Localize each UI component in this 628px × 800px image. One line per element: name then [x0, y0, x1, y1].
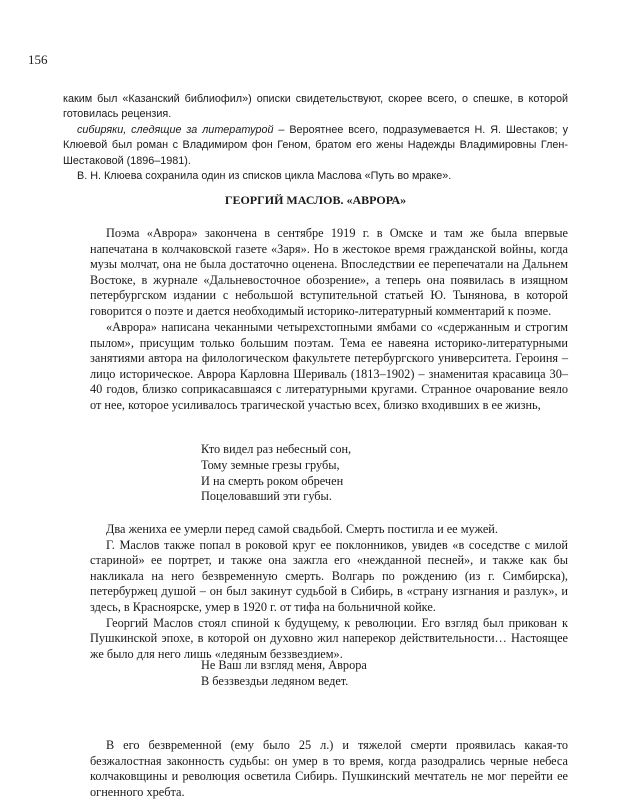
footnotes [63, 92, 568, 184]
note-paragraph-3: В. Н. Клюева сохранила один из списков цикла Маслова «Путь во мраке». [77, 170, 452, 183]
essay-paragraph: «Аврора» написана чеканными четырехстопными ямбами со «сдержанным и строгим пылом», присущим только большим поэтам. Тема ее навеяна историко-литературными занятиями автора на филологическом факультете петербургского университета. Героиня – лицо историческое. Аврора Карловна Шериваль (1813–1902) – знаменитая красавица 30–40 годов, близко соприкасавшаяся с литературными кругами. Странное очарование веяло от нее, которое усиливалось трагической участью всех, близко входивших в ее жизнь, [90, 320, 568, 412]
essay-block-4 [90, 738, 568, 800]
essay-paragraph: Поэма «Аврора» закончена в сентябре 1919 г. в Омске и там же была впервые напечатана в колчаковской газете «Заря». Но в жестокое время гражданской войны, когда музы молчат, она не была достаточно оценена. Впоследствии ее перепечатали на Дальнем Востоке, в журнале «Дальневосточное обозрение», а теперь она появилась в изящном петербургском издании с небольшой вступительной статьей Ю. Тынянова, в которой говорится о поэте и дается необходимый историко-литературный комментарий к поэме. [90, 226, 568, 318]
verse-quote-1 [201, 442, 351, 505]
essay-block-2 [90, 320, 568, 414]
section-heading: ГЕОРГИЙ МАСЛОВ. «АВРОРА» [224, 193, 407, 207]
verse-quote-2 [201, 658, 367, 690]
verse-line: Не Ваш ли взгляд меня, Аврора [201, 658, 367, 672]
essay-block-3 [90, 522, 568, 662]
essay-paragraph: Георгий Маслов стоял спиной к будущему, к революции. Его взгляд был прикован к Пушкинской эпохе, в которой он духовно жил наперекор действительности… Настоящее же было для него лишь «ледяным беззвездием». [90, 615, 568, 661]
verse-line: Поцеловавший эти губы. [201, 489, 332, 504]
note-paragraph-1: каким был «Казанский библиофил») описки свидетельствуют, скорее всего, о спешке, в которой готовилась рецензия. [63, 93, 568, 121]
verse-line: Тому земные грезы грубы, [201, 457, 340, 472]
essay-block-1 [90, 226, 568, 320]
verse-line: И на смерть роком обречен [201, 473, 344, 488]
note-paragraph-2 [63, 123, 568, 169]
verse-line: Кто видел раз небесный сон, [201, 442, 352, 456]
page-number: 156 [28, 52, 48, 67]
verse-line: В беззвездьи ледяном ведет. [201, 673, 349, 688]
essay-paragraph: Два жениха ее умерли перед самой свадьбой. Смерть постигла и ее мужей. [106, 522, 498, 536]
note-term: сибиряки, следящие за литературой [77, 123, 274, 136]
essay-paragraph: В его безвременной (ему было 25 л.) и тяжелой смерти проявилась какая-то безжалостная законность судьбы: он умер в то время, когда разодрались черные небеса колчаковщины и революция осветила Сибирь. Пушкинский мечтатель не мог перейти ее огненного хребта. [90, 738, 568, 799]
note-text: – Вероятнее всего, подразумевается Н. Я. Шестаков; у Клюевой был роман с Владимиром фон Геном, братом его жены Надежды Владимировны Глен-Шестаковой (1896–1981). [63, 123, 568, 167]
essay-paragraph: Г. Маслов также попал в роковой круг ее поклонников, увидев «в соседстве с милой стариной» ее портрет, и также она зажгла его «нежданной песней», и также как бы накликала на него безвременную смерть. Волгарь по рождению (из г. Симбирска), петербуржец душой – он был закинут судьбой в Сибирь, в «страну изгнания и разлук», и здесь, в Красноярске, умер в 1920 г. от тифа на больничной койке. [90, 537, 568, 614]
